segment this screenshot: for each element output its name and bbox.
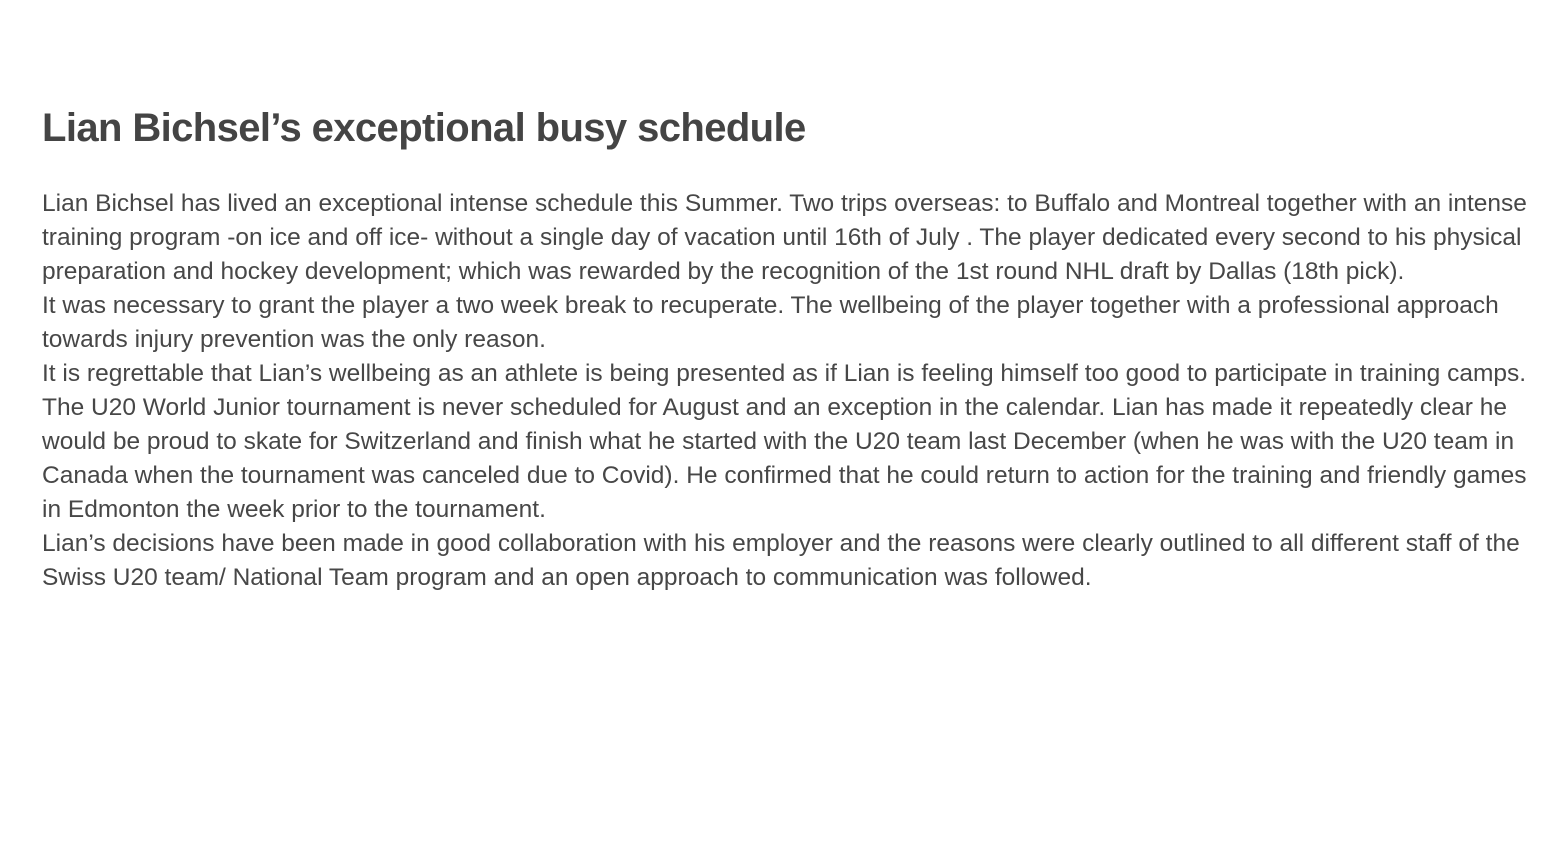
- paragraph-break-reason: It was necessary to grant the player a two week break to recuperate. The wellbeing of the player together with a professional approach towards injury prevention was the only reason.: [42, 292, 1499, 353]
- paragraph-schedule-summary: Lian Bichsel has lived an exceptional intense schedule this Summer. Two trips overseas: to Buffalo and Montreal together with an intense training program -on ice and off ice- without a single day of vacation until 16th of July . The player dedicated every second to his physical preparation and hockey development; which was rewarded by the recognition of the 1st round NHL draft by Dallas (18th pick).: [42, 190, 1527, 285]
- document-title: Lian Bichsel’s exceptional busy schedule: [42, 106, 806, 150]
- statement-document: [42, 102, 1532, 595]
- paragraph-wellbeing-clarification: It is regrettable that Lian’s wellbeing as an athlete is being presented as if Lian is feeling himself too good to participate in training camps. The U20 World Junior tournament is never scheduled for August and an exception in the calendar. Lian has made it repeatedly clear he would be proud to skate for Switzerland and finish what he started with the U20 team last December (when he was with the U20 team in Canada when the tournament was canceled due to Covid). He confirmed that he could return to action for the training and friendly games in Edmonton the week prior to the tournament.: [42, 360, 1527, 523]
- document-body: [42, 187, 1532, 595]
- paragraph-collaboration: Lian’s decisions have been made in good collaboration with his employer and the reasons were clearly outlined to all different staff of the Swiss U20 team/ National Team program and an open approach to communication was followed.: [42, 530, 1520, 591]
